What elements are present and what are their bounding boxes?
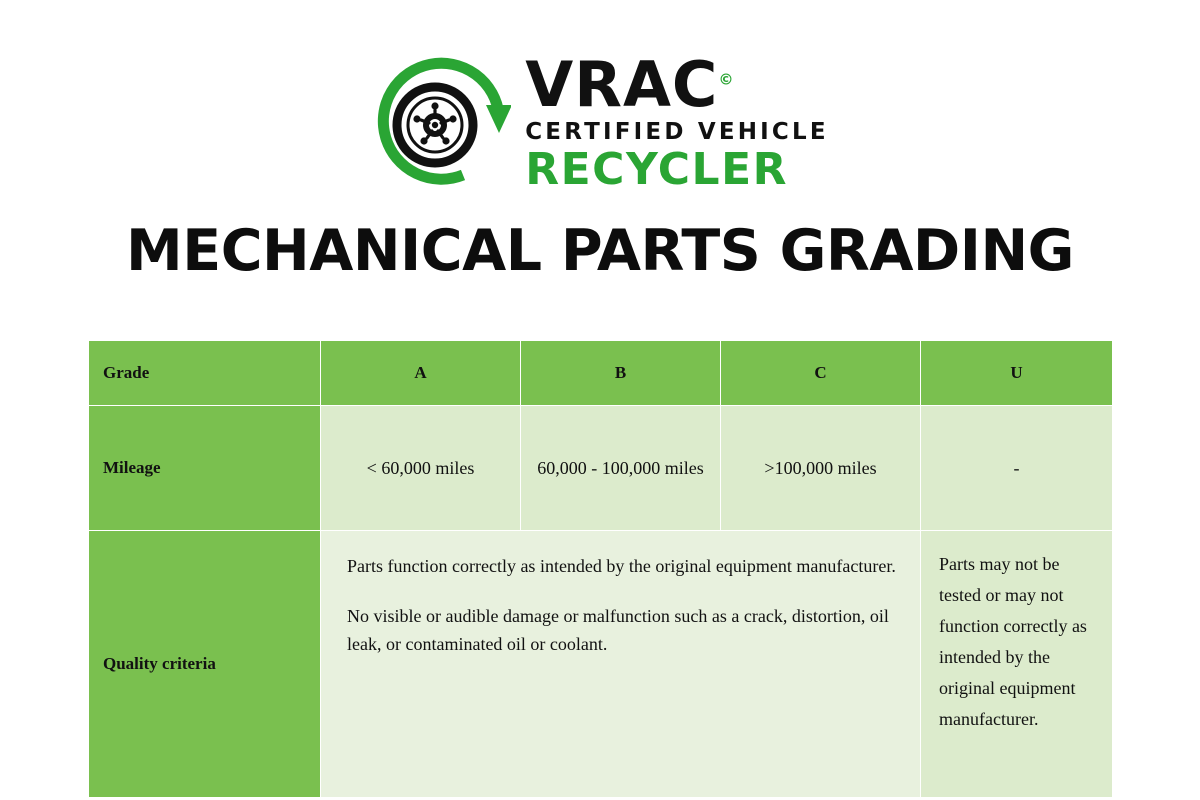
logo-brand xyxy=(525,48,735,121)
logo-brand-text: VRAC xyxy=(525,48,719,121)
quality-criteria-paragraph-2: No visible or audible damage or malfunction such as a crack, distortion, oil leak, or contaminated oil or coolant. xyxy=(347,605,889,654)
header-grade-label: Grade xyxy=(89,341,321,406)
row-label-quality-criteria: Quality criteria xyxy=(89,531,321,798)
page-title: MECHANICAL PARTS GRADING xyxy=(126,218,1074,284)
mileage-b: 60,000 - 100,000 miles xyxy=(521,406,721,531)
logo-tagline: CERTIFIED VEHICLE xyxy=(525,119,829,145)
logo-text xyxy=(525,48,829,195)
mileage-a: < 60,000 miles xyxy=(321,406,521,531)
mileage-u: - xyxy=(921,406,1113,531)
header-grade-u: U xyxy=(921,341,1113,406)
grading-table xyxy=(88,340,1113,798)
table-row xyxy=(89,531,1113,798)
logo xyxy=(0,48,1200,198)
copyright-icon: © xyxy=(718,70,735,89)
header-grade-a: A xyxy=(321,341,521,406)
quality-criteria-abc xyxy=(321,531,921,798)
table-row xyxy=(89,406,1113,531)
table-header-row xyxy=(89,341,1113,406)
logo-inner xyxy=(371,48,829,195)
quality-criteria-paragraph-1: Parts function correctly as intended by the original equipment manufacturer. xyxy=(347,556,896,576)
row-label-mileage: Mileage xyxy=(89,406,321,531)
wheel-recycle-icon xyxy=(371,53,511,193)
quality-criteria-u: Parts may not be tested or may not function correctly as intended by the original equipment manufacturer. xyxy=(921,531,1113,798)
logo-recycler: RECYCLER xyxy=(525,144,789,195)
header-grade-c: C xyxy=(721,341,921,406)
mileage-c: >100,000 miles xyxy=(721,406,921,531)
header-grade-b: B xyxy=(521,341,721,406)
